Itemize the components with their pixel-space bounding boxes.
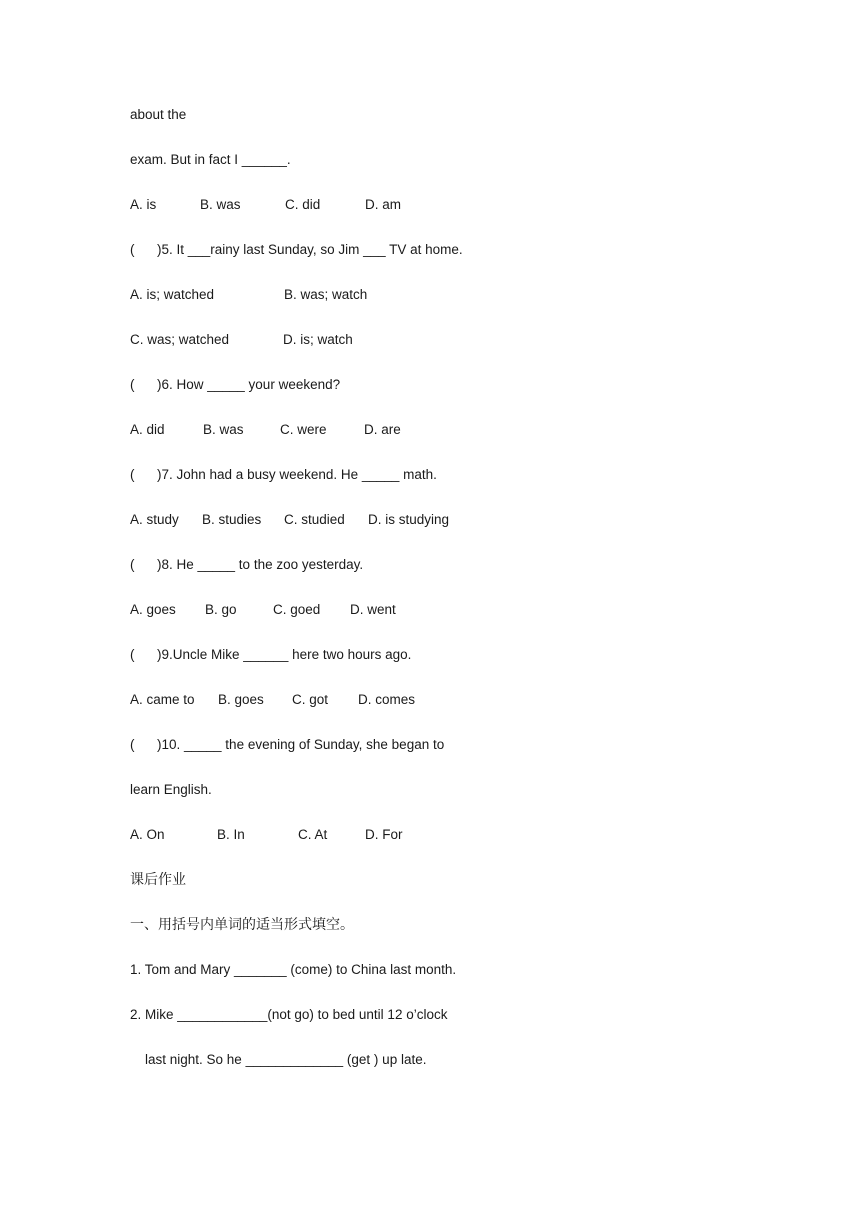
- answer-option: B. goes: [218, 692, 264, 707]
- answer-option: C. got: [292, 692, 329, 707]
- answer-option: D. is; watch: [283, 332, 353, 347]
- answer-option: B. go: [205, 602, 237, 617]
- answer-option: C. studied: [284, 512, 345, 527]
- answer-options-line: [130, 418, 750, 463]
- answer-option: A. goes: [130, 602, 176, 617]
- answer-option: D. comes: [358, 692, 416, 707]
- question-text: ( )8. He _____ to the zoo yesterday.: [130, 557, 364, 572]
- question-text: about the: [130, 107, 187, 122]
- answer-option: B. was; watch: [284, 287, 368, 302]
- section-heading: 课后作业: [130, 872, 186, 888]
- section-heading: 一、用括号内单词的适当形式填空。: [130, 917, 354, 933]
- answer-options-line: [130, 823, 750, 868]
- question-text: ( )5. It ___rainy last Sunday, so Jim ___ TV at home.: [130, 242, 463, 257]
- question-text: ( )10. _____ the evening of Sunday, she began to: [130, 737, 445, 752]
- answer-option: D. are: [364, 422, 401, 437]
- answer-option: D. am: [365, 197, 402, 212]
- answer-option: B. was: [200, 197, 241, 212]
- answer-options-line: [130, 328, 750, 373]
- question-text: 2. Mike ____________(not go) to bed until 12 o’clock: [130, 1007, 448, 1022]
- answer-option: C. At: [298, 827, 328, 842]
- question-text: exam. But in fact I ______.: [130, 152, 291, 167]
- question-text: ( )9.Uncle Mike ______ here two hours ago.: [130, 647, 412, 662]
- answer-option: D. For: [365, 827, 403, 842]
- answer-option: D. went: [350, 602, 396, 617]
- question-text-continued: last night. So he _____________ (get ) up late.: [145, 1052, 427, 1067]
- answer-option: B. studies: [202, 512, 262, 527]
- answer-options-line: [130, 688, 750, 733]
- worksheet-page: [130, 103, 750, 1093]
- answer-option: A. did: [130, 422, 165, 437]
- answer-option: C. was; watched: [130, 332, 230, 347]
- answer-options-line: [130, 508, 750, 553]
- answer-option: D. is studying: [368, 512, 450, 527]
- answer-option: B. was: [203, 422, 244, 437]
- answer-options-line: [130, 283, 750, 328]
- answer-option: A. is; watched: [130, 287, 215, 302]
- answer-option: A. study: [130, 512, 179, 527]
- question-text: learn English.: [130, 782, 212, 797]
- answer-option: C. did: [285, 197, 321, 212]
- answer-options-line: [130, 598, 750, 643]
- answer-option: A. came to: [130, 692, 195, 707]
- answer-option: B. In: [217, 827, 245, 842]
- answer-option: C. were: [280, 422, 327, 437]
- question-text: 1. Tom and Mary _______ (come) to China last month.: [130, 962, 457, 977]
- answer-options-line: [130, 193, 750, 238]
- question-text: ( )6. How _____ your weekend?: [130, 377, 341, 392]
- answer-option: A. On: [130, 827, 165, 842]
- answer-option: A. is: [130, 197, 157, 212]
- answer-option: C. goed: [273, 602, 321, 617]
- question-text: ( )7. John had a busy weekend. He _____ math.: [130, 467, 437, 482]
